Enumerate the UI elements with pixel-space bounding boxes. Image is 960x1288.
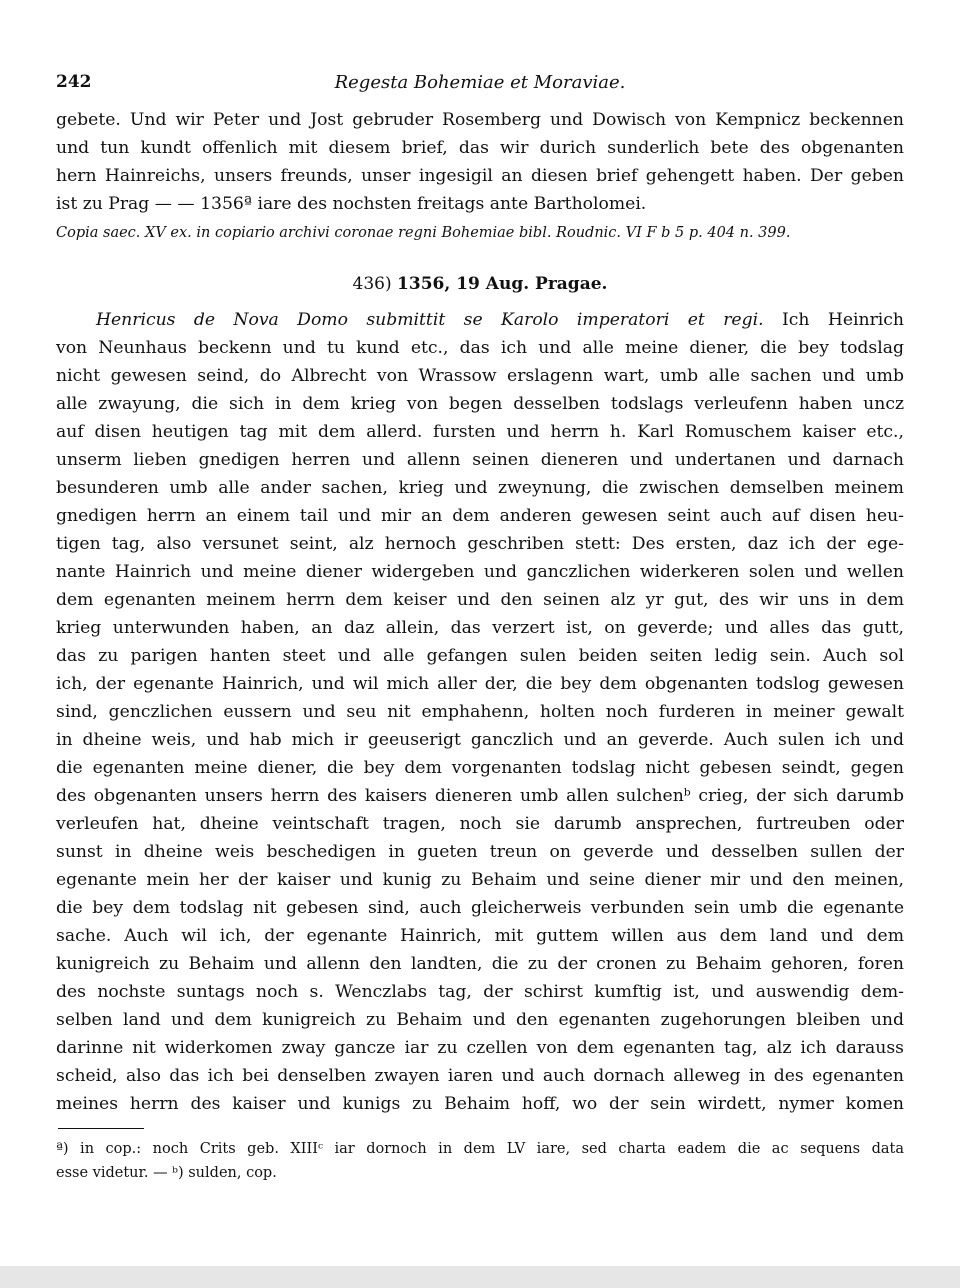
text-line: die bey dem todslag nit gebesen sind, auch gleicherweis verbunden sein umb die egenante	[56, 898, 904, 918]
text-line: alle zwayung, die sich in dem krieg von begen desselben todslags verleufenn haben uncz	[56, 394, 904, 414]
source-note: Copia saec. XV ex. in copiario archivi coronae regni Bohemiae bibl. Roudnic. VI F b 5 p. 404 n. 399.	[56, 225, 791, 241]
page-number: 242	[56, 72, 92, 92]
running-title: Regesta Bohemiae et Moraviae.	[334, 72, 626, 93]
footnote-line: ª) in cop.: noch Crits geb. XIIIᶜ iar dornoch in dem LV iare, sed charta eadem die ac sequens data	[56, 1141, 904, 1157]
text-line: des obgenanten unsers herrn des kaisers dieneren umb allen sulchenᵇ crieg, der sich darumb	[56, 786, 904, 806]
text-line: sunst in dheine weis beschedigen in gueten treun on geverde und desselben sullen der	[56, 842, 904, 862]
text-line: gebete. Und wir Peter und Jost gebruder Rosemberg und Dowisch von Kempnicz beckennen	[56, 110, 904, 130]
regest-line	[56, 306, 904, 334]
text-line: dem egenanten meinem herrn dem keiser und den seinen alz yr gut, des wir uns in dem	[56, 590, 904, 610]
text-line: krieg unterwunden haben, an daz allein, das verzert ist, on geverde; und alles das gutt,	[56, 618, 904, 638]
text-line: das zu parigen hanten steet und alle gefangen sulen beiden seiten ledig sein. Auch sol	[56, 646, 904, 666]
text-line: egenante mein her der kaiser und kunig zu Behaim und seine diener mir und den meinen,	[56, 870, 904, 890]
text-line: verleufen hat, dheine veintschaft tragen, noch sie darumb ansprechen, furtreuben oder	[56, 814, 904, 834]
footnote-divider	[58, 1128, 144, 1129]
text-line: selben land und dem kunigreich zu Behaim und den egenanten zugehorungen bleiben und	[56, 1010, 904, 1030]
text-line: von Neunhaus beckenn und tu kund etc., das ich und alle meine diener, die bey todslag	[56, 338, 904, 358]
text-line: und tun kundt offenlich mit diesem brief, das wir durich sunderlich bete des obgenanten	[56, 138, 904, 158]
text-line: besunderen umb alle ander sachen, krieg und zweynung, die zwischen demselben meinem	[56, 478, 904, 498]
text-line: nante Hainrich und meine diener widergeben und ganczlichen widerkeren solen und wellen	[56, 562, 904, 582]
running-head	[56, 72, 904, 106]
text-line: sind, genczlichen eussern und seu nit emphahenn, holten noch furderen in meiner gewalt	[56, 702, 904, 722]
text-start: Ich Heinrich	[781, 310, 904, 330]
regest: Henricus de Nova Domo submittit se Karolo imperatori et regi.	[96, 310, 764, 330]
text-line: meines herrn des kaiser und kunigs zu Behaim hoff, wo der sein wirdett, nymer komen	[56, 1094, 904, 1114]
text-line: nicht gewesen seind, do Albrecht von Wrassow erslagenn wart, umb alle sachen und umb	[56, 366, 904, 386]
text-line: ist zu Prag — — 1356ª iare des nochsten freitags ante Bartholomei.	[56, 194, 647, 214]
document-heading	[56, 274, 904, 294]
document-date-place: 1356, 19 Aug. Pragae.	[397, 274, 608, 294]
footnote-line: esse videtur. — ᵇ) sulden, cop.	[56, 1165, 277, 1181]
previous-document-text	[56, 106, 904, 218]
page	[56, 72, 904, 1185]
document-text	[56, 306, 904, 1118]
text-line: hern Hainreichs, unsers freunds, unser ingesigil an diesen brief gehengett haben. Der geben	[56, 166, 904, 186]
footnotes	[56, 1137, 904, 1185]
scan-bottom-band	[0, 1266, 960, 1288]
text-line: sache. Auch wil ich, der egenante Hainrich, mit guttem willen aus dem land und dem	[56, 926, 904, 946]
text-line: die egenanten meine diener, die bey dem vorgenanten todslag nicht gebesen seindt, gegen	[56, 758, 904, 778]
text-line: tigen tag, also versunet seint, alz hernoch geschriben stett: Des ersten, daz ich der ege-	[56, 534, 904, 554]
text-line: des nochste suntags noch s. Wenczlabs tag, der schirst kumftig ist, und auswendig dem-	[56, 982, 904, 1002]
document-number: 436)	[352, 274, 392, 294]
text-line: gnedigen herrn an einem tail und mir an dem anderen gewesen seint auch auf disen heu-	[56, 506, 904, 526]
text-line: unserm lieben gnedigen herren und allenn seinen dieneren und undertanen und darnach	[56, 450, 904, 470]
text-line: kunigreich zu Behaim und allenn den landten, die zu der cronen zu Behaim gehoren, foren	[56, 954, 904, 974]
text-line: in dheine weis, und hab mich ir geeuserigt ganczlich und an geverde. Auch sulen ich und	[56, 730, 904, 750]
text-line: scheid, also das ich bei denselben zwayen iaren und auch dornach alleweg in des egenanten	[56, 1066, 904, 1086]
text-line: auf disen heutigen tag mit dem allerd. fursten und herrn h. Karl Romuschem kaiser etc.,	[56, 422, 904, 442]
text-line: ich, der egenante Hainrich, und wil mich aller der, die bey dem obgenanten todslog gewesen	[56, 674, 904, 694]
text-line: darinne nit widerkomen zway gancze iar zu czellen von dem egenanten tag, alz ich darauss	[56, 1038, 904, 1058]
